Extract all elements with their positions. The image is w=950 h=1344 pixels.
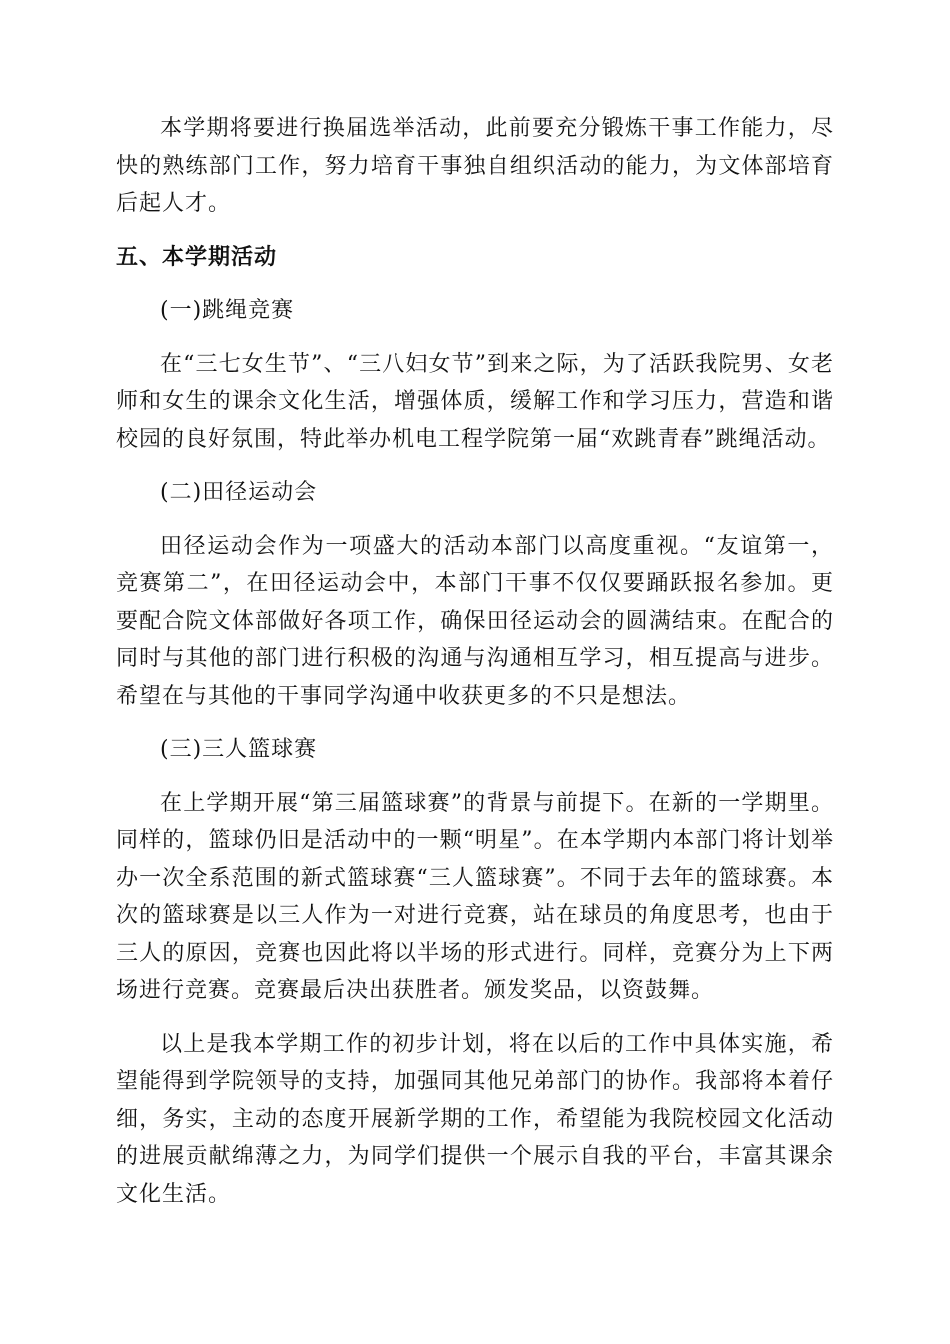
spacer [116,330,834,346]
subheading-basketball: (三)三人篮球赛 [160,737,318,762]
section-heading-activities: 五、本学期活动 [116,244,278,270]
paragraph-election: 本学期将要进行换届选举活动，此前要充分锻炼干事工作能力，尽快的熟练部门工作，努力培育干事独自组织活动的能力，为文体部培育后起人才。 [116,116,834,216]
document-page [116,110,834,1213]
spacer [116,1010,834,1026]
spacer [116,223,834,239]
spacer [116,458,834,474]
paragraph-jump-rope: 在“三七女生节”、“三八妇女节”到来之际，为了活跃我院男、女老师和女生的课余文化生活，增强体质，缓解工作和学习压力，营造和谐校园的良好氛围，特此举办机电工程学院第一届“欢跳青春”跳绳活动。 [116,351,834,452]
paragraph-conclusion: 以上是我本学期工作的初步计划，将在以后的工作中具体实施，希望能得到学院领导的支持，加强同其他兄弟部门的协作。我部将本着仔细，务实，主动的态度开展新学期的工作，希望能为我院校园文化活动的进展贡献绵薄之力，为同学们提供一个展示自我的平台，丰富其课余文化生活。 [116,1031,834,1207]
paragraph-track-field: 田径运动会作为一项盛大的活动本部门以高度重视。“友谊第一，竞赛第二”，在田径运动会中，本部门干事不仅仅要踊跃报名参加。更要配合院文体部做好各项工作，确保田径运动会的圆满结束。在配合的同时与其他的部门进行积极的沟通与沟通相互学习，相互提高与进步。希望在与其他的干事同学沟通中收获更多的不只是想法。 [116,533,834,709]
spacer [116,769,834,785]
spacer [116,715,834,731]
subheading-track-field: (二)田径运动会 [160,480,318,505]
subheading-jump-rope: (一)跳绳竞赛 [160,298,295,323]
spacer [116,276,834,292]
spacer [116,512,834,528]
paragraph-basketball: 在上学期开展“第三届篮球赛”的背景与前提下。在新的一学期里。同样的，篮球仍旧是活动中的一颗“明星”。在本学期内本部门将计划举办一次全系范围的新式篮球赛“三人篮球赛”。不同于去年的篮球赛。本次的篮球赛是以三人作为一对进行竞赛，站在球员的角度思考，也由于三人的原因，竞赛也因此将以半场的形式进行。同样，竞赛分为上下两场进行竞赛。竞赛最后决出获胜者。颁发奖品，以资鼓舞。 [116,790,834,1003]
